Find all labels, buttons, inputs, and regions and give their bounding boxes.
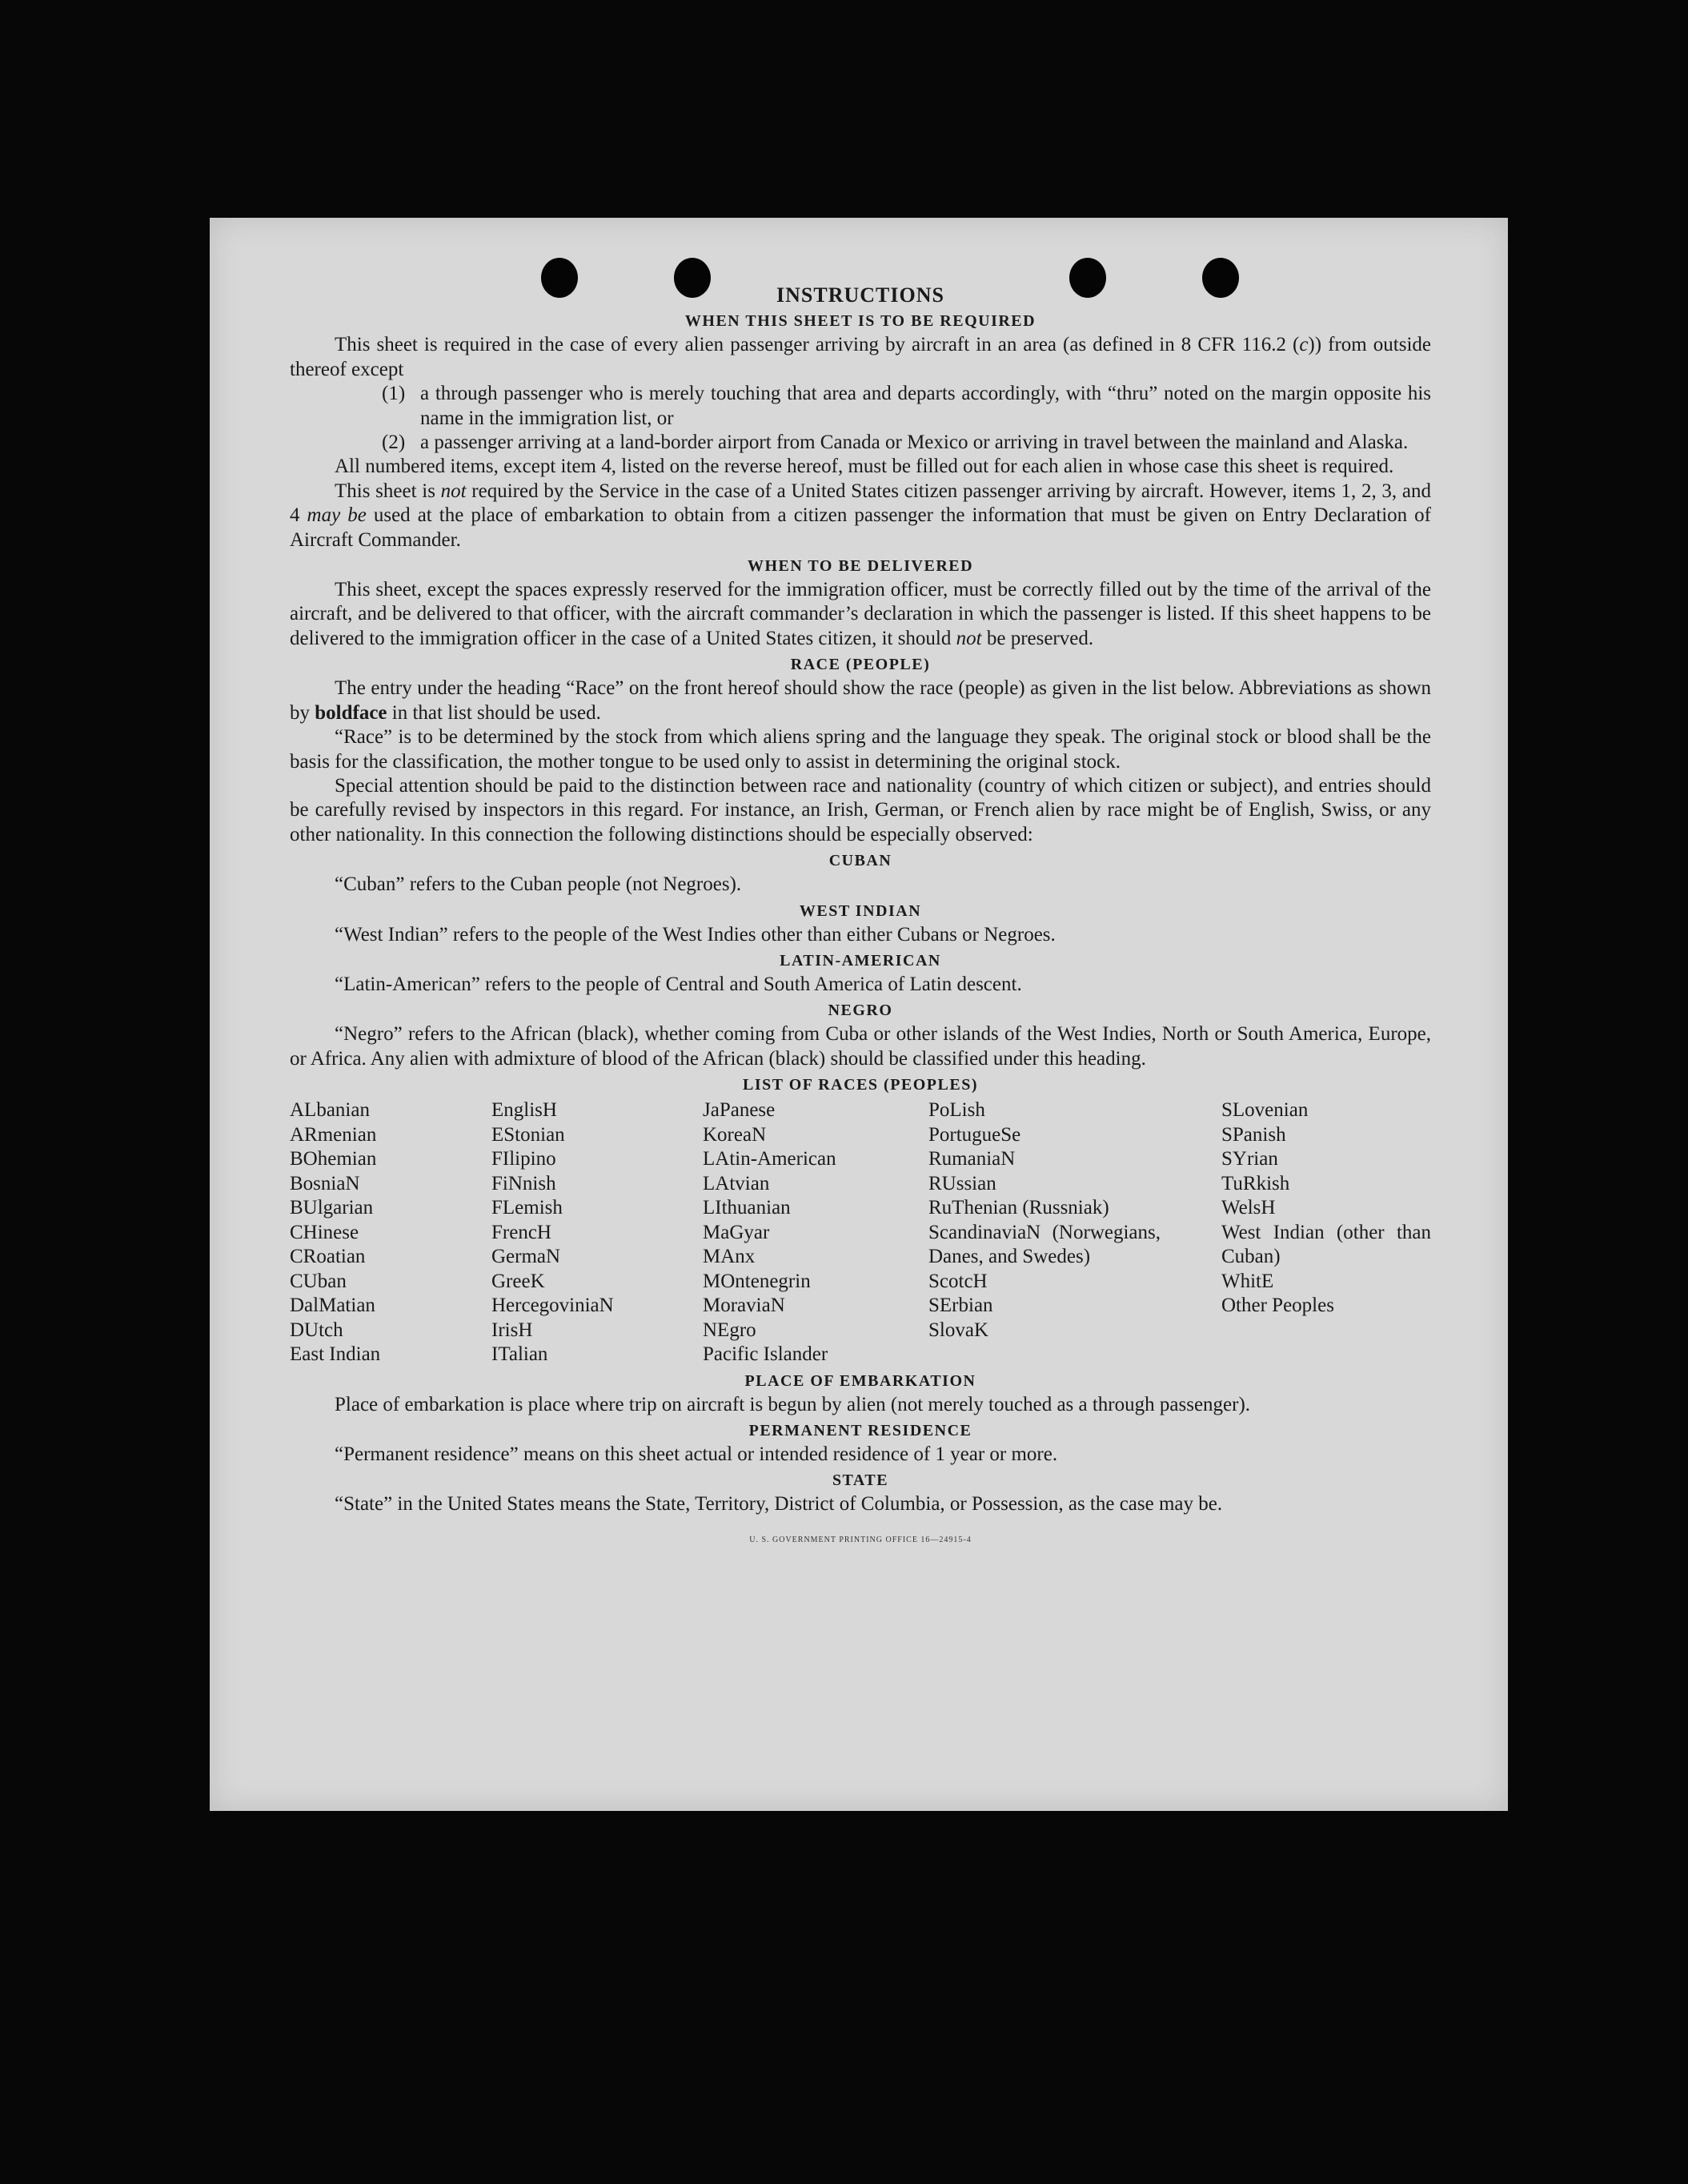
paragraph: “Permanent residence” means on this sheet actual or intended residence of 1 year or more. — [335, 1443, 1058, 1466]
paragraph: Special attention should be paid to the distinction between race and nationality (country of which citizen or subject), and entries should be carefully revised by inspectors in this regard. For instance, an Irish, German, or French alien by race might be of English, Swiss, or any other nationality. In this connection the following distinctions should be especially observed: — [290, 774, 1431, 845]
race-column — [928, 1098, 1221, 1367]
race-item: FiNnish — [491, 1172, 556, 1194]
section-heading: RACE (PEOPLE) — [790, 656, 931, 674]
race-item: LIthuanian — [703, 1197, 791, 1219]
paragraph: “State” in the United States means the State, Territory, District of Columbia, or Possession, as the case may be. — [335, 1493, 1223, 1516]
document-sheet — [210, 218, 1508, 1811]
race-column — [1221, 1098, 1431, 1367]
race-item: FLemish — [491, 1197, 563, 1219]
race-item: MOntenegrin — [703, 1270, 811, 1292]
race-item: MaGyar — [703, 1221, 770, 1243]
race-item: CUban — [290, 1270, 347, 1292]
printer-imprint: U. S. GOVERNMENT PRINTING OFFICE 16—24915-4 — [749, 1535, 972, 1544]
paragraph: Place of embarkation is place where trip on aircraft is begun by alien (not merely touched as a through passenger). — [335, 1393, 1251, 1415]
race-item: CHinese — [290, 1221, 359, 1243]
race-item: NEgro — [703, 1319, 756, 1341]
race-item: RumaniaN — [928, 1148, 1016, 1170]
paragraph: “Latin-American” refers to the people of Central and South America of Latin descent. — [335, 973, 1022, 995]
paragraph: “Negro” refers to the African (black), whether coming from Cuba or other islands of the West Indies, North or South America, Europe, or Africa. Any alien with admixture of blood of the African (black) should be classified under this heading. — [290, 1023, 1431, 1070]
race-item: PoLish — [928, 1099, 985, 1122]
section-heading: NEGRO — [828, 1002, 893, 1020]
race-item: ScotcH — [928, 1270, 988, 1292]
race-item: GreeK — [491, 1270, 545, 1292]
race-item: EStonian — [491, 1123, 565, 1146]
race-column — [491, 1098, 703, 1367]
section-heading: WHEN TO BE DELIVERED — [747, 557, 974, 576]
list-item: (1) a through passenger who is merely touching that area and departs accordingly, with “thru” noted on the margin opposite his name in the immigration list, or — [382, 383, 1431, 429]
race-item: East Indian — [290, 1343, 381, 1366]
paragraph: “West Indian” refers to the people of the West Indies other than either Cubans or Negroes. — [335, 923, 1056, 945]
section-heading: STATE — [832, 1471, 889, 1490]
race-item: GermaN — [491, 1246, 561, 1268]
list-item: (2) a passenger arriving at a land-border airport from Canada or Mexico or arriving in travel between the mainland and Alaska. — [382, 432, 1409, 454]
paragraph: This sheet is not required by the Service in the case of a United States citizen passenger arriving by aircraft. However, items 1, 2, 3, and 4 may be used at the place of embarkation to obtain from a citizen passenger the information that must be given on Entry Declaration of Aircraft Commander. — [290, 480, 1432, 551]
paragraph: The entry under the heading “Race” on the front hereof should show the race (people) as given in the list below. Abbreviations as shown by boldface in that list should be used. — [290, 677, 1431, 724]
race-item: DalMatian — [290, 1295, 375, 1317]
race-item: ScandinaviaN (Norwegians, Danes, and Swedes) — [928, 1221, 1161, 1268]
paragraph: “Cuban” refers to the Cuban people (not Negroes). — [335, 873, 742, 896]
race-item: SlovaK — [928, 1319, 988, 1341]
race-item: WelsH — [1221, 1197, 1276, 1219]
race-item: ARmenian — [290, 1123, 377, 1146]
race-item: KoreaN — [703, 1123, 767, 1146]
section-heading: WEST INDIAN — [799, 901, 922, 920]
race-list — [290, 1098, 1431, 1367]
race-item: FrencH — [491, 1221, 551, 1243]
race-item: LAtin-American — [703, 1148, 836, 1170]
section-heading: LIST OF RACES (PEOPLES) — [742, 1076, 978, 1094]
section-heading: LATIN-AMERICAN — [780, 951, 941, 970]
paragraph: This sheet is required in the case of every alien passenger arriving by aircraft in an area (as defined in 8 CFR 116.2 (c)) from outside thereof except — [290, 334, 1431, 380]
race-item: IrisH — [491, 1319, 533, 1341]
race-item: WhitE — [1221, 1270, 1274, 1292]
race-item: SErbian — [928, 1295, 993, 1317]
race-item: CRoatian — [290, 1246, 366, 1268]
race-item: West Indian (other than Cuban) — [1221, 1221, 1431, 1268]
race-item: DUtch — [290, 1319, 343, 1341]
race-item: BUlgarian — [290, 1197, 374, 1219]
race-column — [290, 1098, 491, 1367]
race-item: RuThenian (Russniak) — [928, 1197, 1109, 1219]
race-item: MoraviaN — [703, 1295, 785, 1317]
section-heading: WHEN THIS SHEET IS TO BE REQUIRED — [684, 312, 1036, 331]
paragraph: All numbered items, except item 4, listed on the reverse hereof, must be filled out for each alien in whose case this sheet is required. — [335, 456, 1394, 478]
section-heading: PLACE OF EMBARKATION — [744, 1371, 976, 1390]
race-item: BOhemian — [290, 1148, 377, 1170]
instructions-content — [290, 283, 1431, 1552]
race-item: ALbanian — [290, 1099, 370, 1122]
race-item: SYrian — [1221, 1148, 1278, 1170]
race-item: EnglisH — [491, 1099, 557, 1122]
race-item: LAtvian — [703, 1172, 770, 1194]
page-title: INSTRUCTIONS — [776, 283, 944, 307]
race-item: MAnx — [703, 1246, 756, 1268]
race-column — [703, 1098, 928, 1367]
race-item: Pacific Islander — [703, 1343, 828, 1366]
race-item: HercegoviniaN — [491, 1295, 614, 1317]
race-item: TuRkish — [1221, 1172, 1290, 1194]
race-item: ITalian — [491, 1343, 548, 1366]
race-item: FIlipino — [491, 1148, 556, 1170]
race-item: PortugueSe — [928, 1123, 1021, 1146]
race-item: RUssian — [928, 1172, 996, 1194]
race-item: SPanish — [1221, 1123, 1286, 1146]
paragraph: “Race” is to be determined by the stock from which aliens spring and the language they speak. The original stock or blood shall be the basis for the classification, the mother tongue to be used only to assist in determining the original stock. — [290, 726, 1431, 773]
paragraph: This sheet, except the spaces expressly reserved for the immigration officer, must be correctly filled out by the time of the arrival of the aircraft, and be delivered to that officer, with the aircraft commander’s declaration in which the passenger is listed. If this sheet happens to be delivered to the immigration officer in the case of a United States citizen, it should not be preserved. — [290, 579, 1431, 649]
race-item: JaPanese — [703, 1099, 776, 1122]
race-item: BosniaN — [290, 1172, 360, 1194]
section-heading: PERMANENT RESIDENCE — [748, 1422, 972, 1440]
race-item: Other Peoples — [1221, 1295, 1334, 1317]
section-heading: CUBAN — [828, 852, 892, 870]
race-item: SLovenian — [1221, 1099, 1309, 1122]
